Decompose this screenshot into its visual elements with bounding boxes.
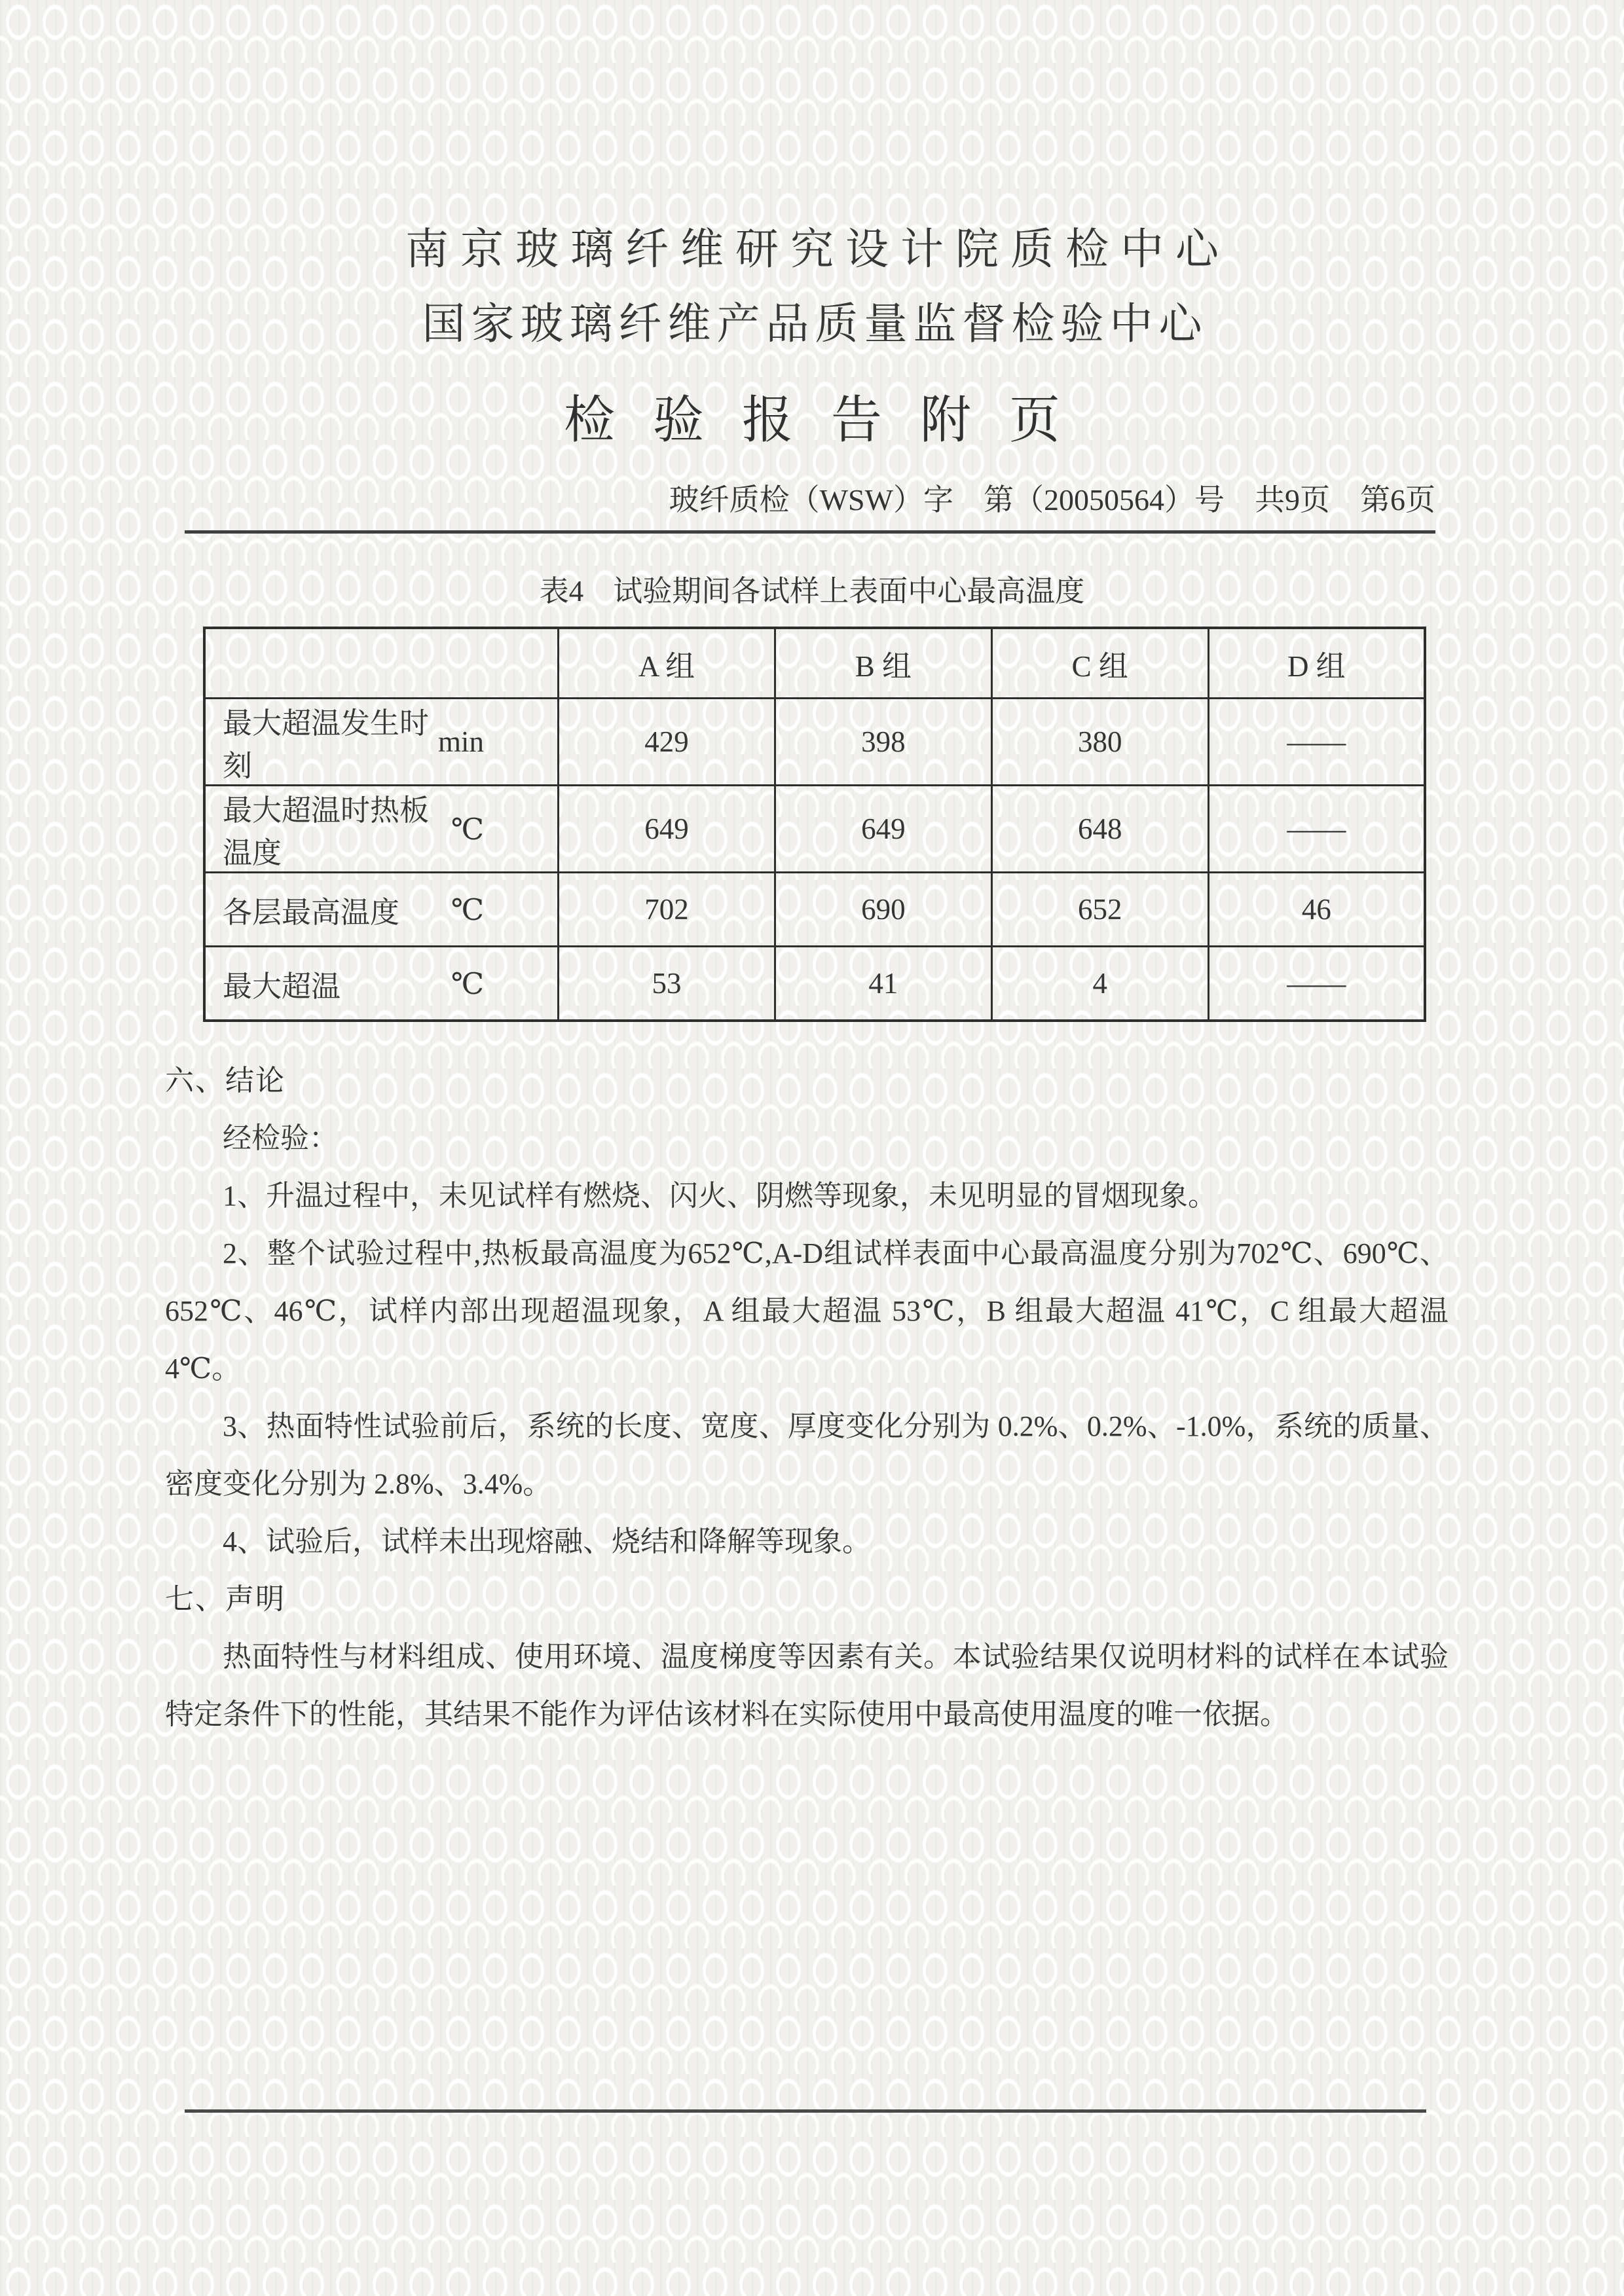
row-label-cell bbox=[204, 873, 559, 947]
statement-body: 热面特性与材料组成、使用环境、温度梯度等因素有关。本试验结果仅说明材料的试样在本试验特定条件下的性能，其结果不能作为评估该材料在实际使用中最高使用温度的唯一依据。 bbox=[165, 1641, 1449, 1730]
table-row bbox=[204, 947, 1425, 1021]
row-label-cell bbox=[204, 947, 559, 1021]
max-temperature-table bbox=[203, 627, 1426, 1022]
report-body-text bbox=[165, 1052, 1449, 1743]
table-cell: 649 bbox=[775, 786, 991, 873]
table-row bbox=[204, 786, 1425, 873]
table-cell: 702 bbox=[559, 873, 775, 947]
table-cell: 649 bbox=[559, 786, 775, 873]
footer-divider-rule bbox=[185, 2109, 1426, 2113]
statement-heading: 七、声明 bbox=[165, 1583, 286, 1615]
org-name-line2: 国家玻璃纤维产品质量监督检验中心 bbox=[422, 301, 1208, 348]
column-header-group-c: C 组 bbox=[991, 628, 1208, 699]
table-cell: 53 bbox=[559, 947, 775, 1021]
conclusion-item-4: 4、试验后，试样未出现熔融、烧结和降解等现象。 bbox=[223, 1525, 871, 1558]
column-header-group-d: D 组 bbox=[1208, 628, 1425, 699]
row-label-cell bbox=[204, 786, 559, 873]
table-cell: 690 bbox=[775, 873, 991, 947]
table-cell: 4 bbox=[991, 947, 1208, 1021]
table-row bbox=[204, 873, 1425, 947]
row-label: 最大超温发生时刻 bbox=[223, 707, 430, 782]
row-label: 最大超温时热板温度 bbox=[223, 794, 430, 869]
document-title: 检验报告附页 bbox=[563, 392, 1098, 448]
table-row bbox=[204, 699, 1425, 786]
row-label: 各层最高温度 bbox=[223, 896, 400, 929]
report-header bbox=[0, 0, 1624, 453]
conclusion-intro: 经检验： bbox=[223, 1122, 338, 1154]
table-cell: 398 bbox=[775, 699, 991, 786]
report-reference-number: 玻纤质检（WSW）字 第（20050564）号 共9页 第6页 bbox=[669, 483, 1435, 517]
table-cell: 429 bbox=[559, 699, 775, 786]
table-caption: 表4 试验期间各试样上表面中心最高温度 bbox=[539, 575, 1085, 608]
row-unit: ℃ bbox=[451, 893, 485, 926]
table-cell: —— bbox=[1208, 786, 1425, 873]
column-header-group-a: A 组 bbox=[559, 628, 775, 699]
table-cell: —— bbox=[1208, 699, 1425, 786]
table-header-row bbox=[204, 628, 1425, 699]
column-header-group-b: B 组 bbox=[775, 628, 991, 699]
table-cell: —— bbox=[1208, 947, 1425, 1021]
table-cell: 652 bbox=[991, 873, 1208, 947]
row-label-cell bbox=[204, 699, 559, 786]
row-unit: ℃ bbox=[451, 812, 485, 846]
conclusion-heading: 六、结论 bbox=[165, 1065, 286, 1097]
conclusion-item-1: 1、升温过程中，未见试样有燃烧、闪火、阴燃等现象，未见明显的冒烟现象。 bbox=[223, 1180, 1217, 1212]
conclusion-item-3: 3、热面特性试验前后，系统的长度、宽度、厚度变化分别为 0.2%、0.2%、-1.0%，系统的质量、密度变化分别为 2.8%、3.4%。 bbox=[165, 1410, 1449, 1500]
row-unit: min bbox=[438, 725, 485, 758]
table-corner-cell bbox=[204, 628, 559, 699]
table-cell: 380 bbox=[991, 699, 1208, 786]
row-unit: ℃ bbox=[451, 967, 485, 1000]
row-label: 最大超温 bbox=[223, 970, 341, 1003]
header-divider-rule bbox=[185, 530, 1435, 534]
conclusion-item-2: 2、整个试验过程中,热板最高温度为652℃,A-D组试样表面中心最高温度分别为702℃、690℃、652℃、46℃，试样内部出现超温现象，A 组最大超温 53℃，B 组最大超温 41℃，C 组最大超温 4℃。 bbox=[165, 1237, 1449, 1385]
org-name-line1: 南京玻璃纤维研究设计院质检中心 bbox=[405, 226, 1230, 274]
table-cell: 648 bbox=[991, 786, 1208, 873]
table-cell: 41 bbox=[775, 947, 991, 1021]
table-cell: 46 bbox=[1208, 873, 1425, 947]
